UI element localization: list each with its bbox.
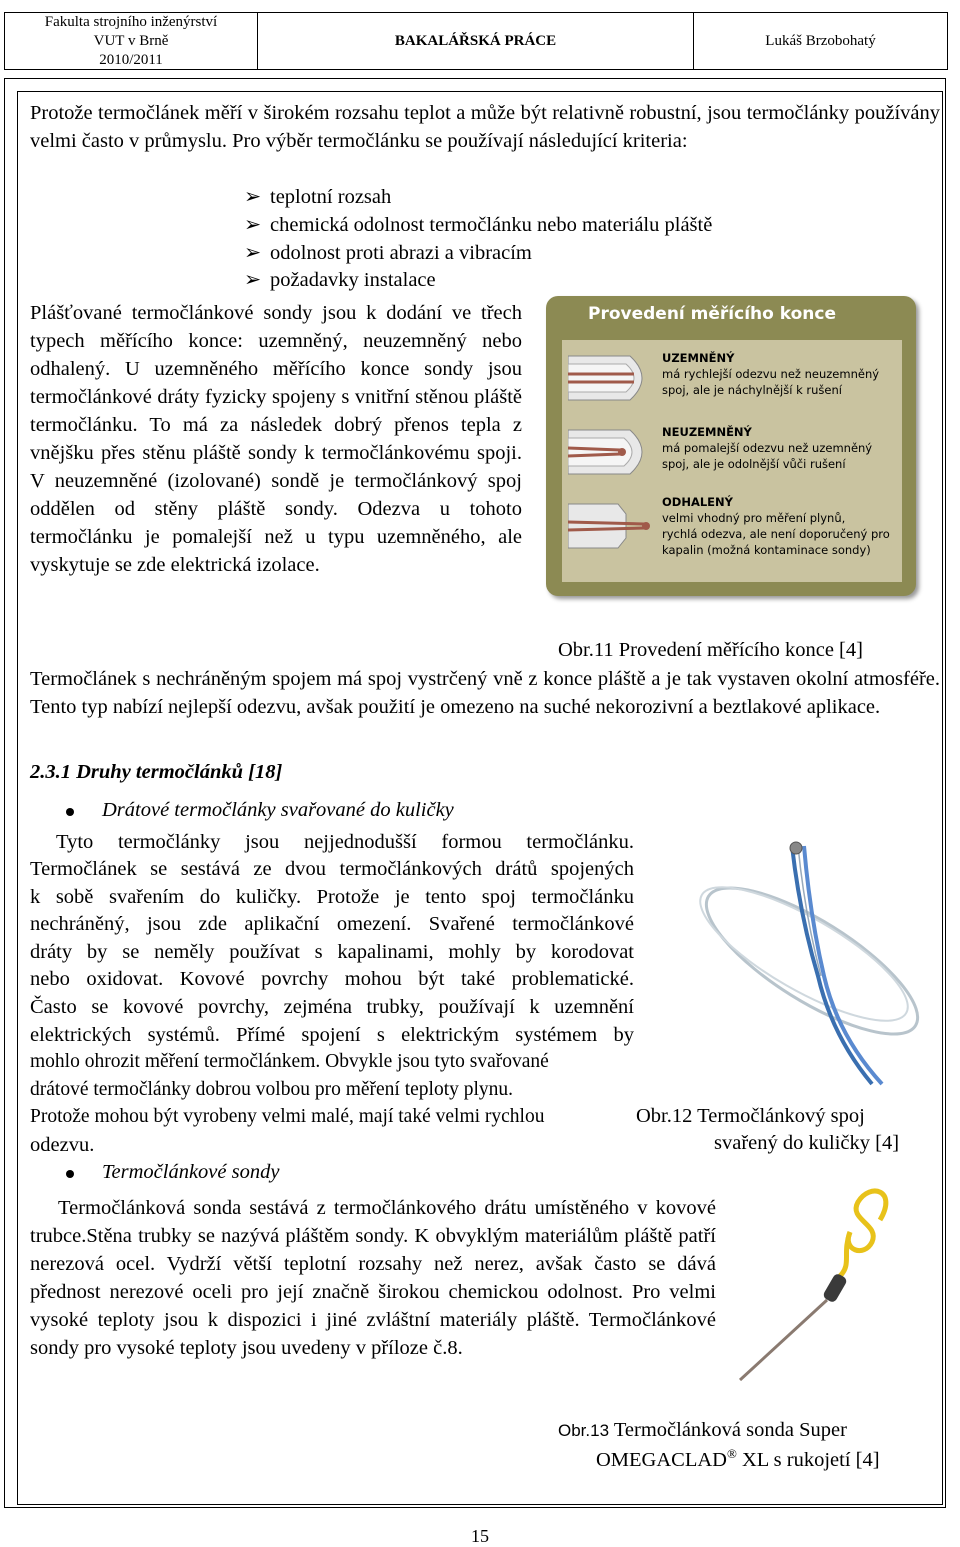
header-faculty: Fakulta strojního inženýrství <box>44 13 218 30</box>
header-doctype-cell <box>258 13 694 69</box>
figure-panel <box>562 340 902 582</box>
bullet-dot-icon <box>66 1170 74 1178</box>
header-author-cell <box>694 13 947 69</box>
probes-paragraph: Termočlánková sonda sestává z termočlánkového drátu umístěného v kovové trubce.Stěna trubky se nazývá pláštěm sondy. K obvyklým materiálům pláště patří nerezová ocel. Vydrží větší teplotní rozsahy než nerez, avšak často se dává přednost nerezové oceli pro její značně širokou chemickou odolnost. Pro velmi vysoké teploty jsou k dispozici i jiné zvláštní materiály pláště. Termočlánkové sondy pro vysoké teploty jsou uvedeny v příloze č.8. <box>30 1197 716 1359</box>
section-heading: 2.3.1 Druhy termočlánků [18] <box>30 761 283 783</box>
welded-text-line: mohlo ohrozit měření termočlánkem. Obvykle jsou tyto svařované <box>30 1051 549 1072</box>
registered-mark: ® <box>726 1446 737 1461</box>
grounded-description: UZEMNĚNÝ má rychlejší odezvu než neuzemněný spoj, ale je náchylnější k rušení <box>662 351 880 397</box>
header-school: VUT v Brně <box>93 32 169 49</box>
omegaclad-probe-image <box>730 1180 910 1390</box>
grounded-probe-icon <box>568 350 658 406</box>
header-faculty-cell <box>5 13 258 69</box>
intro-paragraph: Protože termočlánek měří v širokém rozsahu teplot a může být relativně robustní, jsou termočlánky používány velmi často v průmyslu. Pro výběr termočlánku se používají následující kriteria: <box>30 102 940 152</box>
figure13-caption-line1: Obr.13 Termočlánková sonda Super <box>558 1419 847 1441</box>
criteria-item: ➢ chemická odolnost termočlánku nebo materiálu pláště <box>244 211 712 239</box>
figure-measuring-end <box>546 296 916 596</box>
header-year: 2010/2011 <box>99 51 163 68</box>
arrow-bullet-icon: ➢ <box>244 242 262 264</box>
page-number: 15 <box>471 1526 489 1546</box>
welded-text-line: dráty by se neměly používat s kapalinami, mohly by korodovat <box>30 941 634 963</box>
welded-text-line: Tyto termočlánky jsou nejjednodušší formou termočlánku. <box>56 831 634 853</box>
figure12-caption-line2: svařený do kuličky [4] <box>714 1132 900 1154</box>
type-title-welded: Drátové termočlánky svařované do kuličky <box>102 799 454 821</box>
criteria-item: ➢ odolnost proti abrazi a vibracím <box>244 239 532 267</box>
welded-text-line: Termočlánek se sestává ze dvou termočlánkových drátů spojených <box>30 858 634 880</box>
welded-text-line: Často se kovové povrchy, zejména trubky, používají k uzemnění <box>30 996 634 1018</box>
type-title-probes: Termočlánkové sondy <box>102 1161 280 1183</box>
exposed-description: ODHALENÝ velmi vhodný pro měření plynů, rychlá odezva, ale není doporučený pro kapalin (možná kontaminace sondy) <box>662 495 890 557</box>
exposed-paragraph: Termočlánek s nechráněným spojem má spoj vystrčený vně z konce pláště a je tak vystaven okolní atmosféře. Tento typ nabízí nejlepší odezvu, avšak použití je omezeno na suché nekorozivní a beztlakové aplikace. <box>30 668 940 718</box>
figure11-caption: Obr.11 Provedení měřícího konce [4] <box>558 639 863 661</box>
bullet-dot-icon <box>66 808 74 816</box>
ungrounded-probe-icon <box>568 424 658 480</box>
welded-bead-thermocouple-image <box>672 826 942 1086</box>
criteria-item: ➢ teplotní rozsah <box>244 183 391 211</box>
header-doc-type: BAKALÁŘSKÁ PRÁCE <box>394 32 557 49</box>
page-header <box>4 12 948 70</box>
welded-text-line: odezvu. <box>30 1134 95 1156</box>
arrow-bullet-icon: ➢ <box>244 269 262 291</box>
ungrounded-description: NEUZEMNĚNÝ má pomalejší odezvu než uzemněný spoj, ale je odolnější vůči rušení <box>662 425 873 471</box>
welded-text-line: drátové termočlánky dobrou volbou pro měření teploty plynu. <box>30 1079 514 1100</box>
welded-text-line: Protože mohou být vyrobeny velmi malé, mají také velmi rychlou <box>30 1106 545 1127</box>
figure-title: Provedení měřícího konce <box>588 304 836 324</box>
header-author: Lukáš Brzobohatý <box>765 32 876 49</box>
exposed-probe-icon <box>568 498 658 554</box>
welded-text-line: k sobě svařením do kuličky. Protože je tento spoj termočlánku <box>30 886 634 908</box>
arrow-bullet-icon: ➢ <box>244 186 262 208</box>
figure12-caption-line1: Obr.12 Termočlánkový spoj <box>636 1105 865 1127</box>
welded-text-line: elektrických systémů. Přímé spojení s elektrickým systémem by <box>30 1024 634 1046</box>
sheathed-paragraph: Plášťované termočlánkové sondy jsou k dodání ve třech typech měřícího konce: uzemněný, neuzemněný nebo odhalený. U uzemněného měřícího konce sondy jsou termočlánkové dráty fyzicky spojeny s vnitřní stěnou pláště termočlánku. To má za následek dobrý přenos tepla z vnějšku přes stěnu pláště sondy k termočlánkovému spoji. V neuzemněné (izolované) sondě je termočlánkový spoj oddělen od stěny pláště sondy. Odezva u tohoto termočlánku je pomalejší než u typu uzemněného, ale vyskytuje se zde elektrická izolace. <box>30 302 522 576</box>
welded-text-line: nechráněný, jsou zde aplikační omezení. Svařené termočlánkové <box>30 913 634 935</box>
arrow-bullet-icon: ➢ <box>244 214 262 236</box>
welded-text-line: nebo oxidovat. Kovové povrchy mohou být také problematické. <box>30 968 634 990</box>
figure13-caption-line2: OMEGACLAD® XL s rukojetí [4] <box>596 1446 880 1471</box>
criteria-item: ➢ požadavky instalace <box>244 266 436 294</box>
